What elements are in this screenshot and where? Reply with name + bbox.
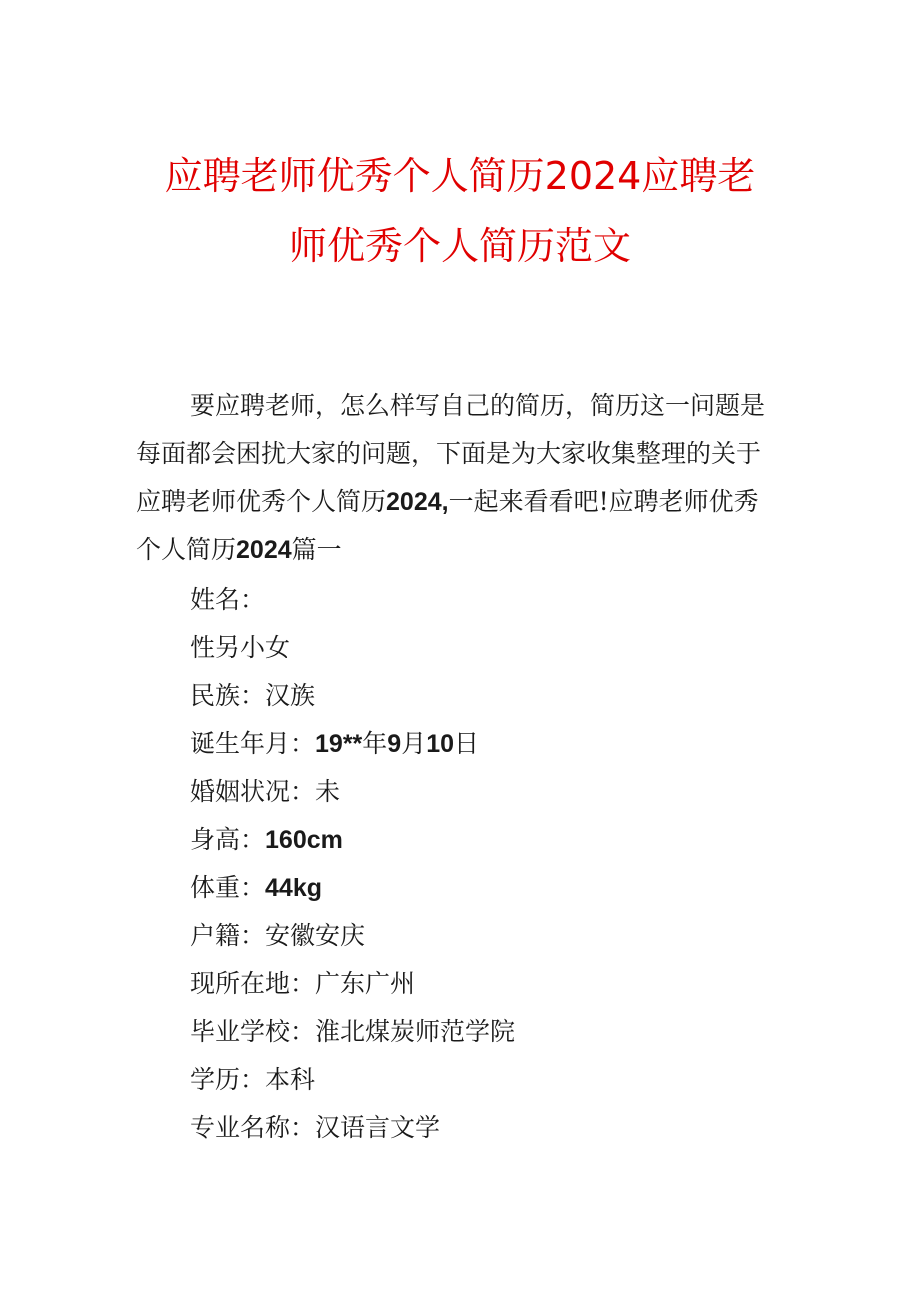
birth-month: 9 (387, 730, 402, 758)
intro-line-3-year: 2024, (386, 488, 449, 516)
height-value: 160cm (265, 826, 343, 854)
height-label: 身高： (190, 825, 266, 854)
intro-paragraph-line-1: 要应聘老师，怎么样写自己的简历，简历这一问题是 (190, 391, 766, 420)
intro-line-4-year: 2024 (236, 536, 292, 564)
field-birth-date (190, 720, 479, 768)
field-location: 现所在地：广东广州 (190, 969, 416, 998)
field-marital-status: 婚姻状况：未 (190, 777, 341, 806)
birth-day-unit: 日 (454, 729, 480, 758)
field-ethnicity: 民族：汉族 (190, 681, 316, 710)
field-height (190, 816, 343, 864)
birth-year-unit: 年 (362, 729, 388, 758)
intro-paragraph-line-4 (136, 526, 342, 574)
birth-day: 10 (426, 730, 455, 758)
birth-year: 19** (315, 730, 363, 758)
intro-line-4-text-c: 篇一 (291, 535, 342, 564)
document-title-line-1: 应聘老师优秀个人简历2024应聘老 (164, 154, 756, 198)
intro-paragraph-line-2: 每面都会困扰大家的问题，下面是为大家收集整理的关于 (136, 439, 762, 468)
weight-value: 44kg (265, 874, 322, 902)
intro-line-3-text-a: 应聘老师优秀个人简历 (136, 487, 387, 516)
field-gender: 性另小女 (190, 633, 291, 662)
field-weight (190, 864, 322, 912)
field-major: 专业名称：汉语言文学 (190, 1113, 441, 1142)
field-school: 毕业学校：淮北煤炭师范学院 (190, 1017, 516, 1046)
document-title-line-2: 师优秀个人简历范文 (288, 224, 631, 268)
field-education: 学历：本科 (190, 1065, 316, 1094)
field-hukou: 户籍：安徽安庆 (190, 921, 366, 950)
intro-line-3-text-c: 一起来看看吧!应聘老师优秀 (448, 487, 759, 516)
intro-paragraph-line-3 (136, 478, 759, 526)
birth-label: 诞生年月： (190, 729, 316, 758)
intro-line-4-text-a: 个人简历 (136, 535, 237, 564)
birth-month-unit: 月 (401, 729, 427, 758)
field-name: 姓名： (190, 585, 266, 614)
weight-label: 体重： (190, 873, 266, 902)
